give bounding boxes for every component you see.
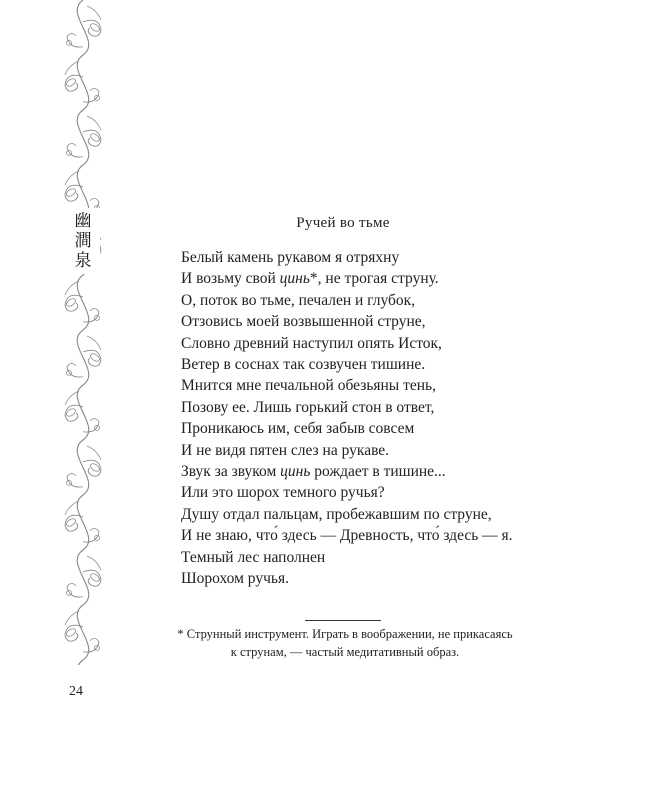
- ornament-shape: [87, 336, 101, 350]
- footnote-line-1: * Струнный инструмент. Играть в воображении, не прикасаясь: [177, 627, 513, 641]
- poem-line-8: Позову ее. Лишь горький стон в ответ,: [181, 398, 435, 416]
- ornament-shape: [77, 0, 89, 665]
- poem-line-2-pre: И возьму свой: [181, 270, 280, 288]
- title-char-2: 澗: [74, 231, 92, 251]
- ornament-shape: [87, 6, 101, 20]
- poem-line-2: [181, 268, 581, 289]
- ornament-shape: [87, 556, 101, 570]
- poem-title: Ручей во тьме: [296, 215, 390, 231]
- poem-line-5: Словно древний наступил опять Исток,: [181, 334, 442, 352]
- footnote-divider: [305, 620, 381, 621]
- footnote-line-2: к струнам, — частый медитативный образ.: [230, 645, 460, 659]
- footnote: [120, 625, 570, 661]
- poem-line-7: Мнится мне печальной обезьяны тень,: [181, 377, 436, 395]
- poem-line-11-italic: цинь: [280, 463, 311, 481]
- poem-line-11: [181, 461, 581, 482]
- ornament-shape: [87, 446, 101, 460]
- poem-line-14: И не знаю, что́ здесь — Древность, что́ здесь — я.: [181, 527, 513, 545]
- poem-line-11-pre: Звук за звуком: [181, 463, 281, 481]
- title-char-3: 泉: [74, 251, 92, 271]
- poem-line-3: О, поток во тьме, печален и глубок,: [181, 291, 416, 309]
- poem-body: [181, 247, 581, 590]
- poem-line-9: Проникаюсь им, себя забыв совсем: [181, 420, 415, 438]
- vertical-chinese-title: [66, 208, 100, 274]
- ornament-shape: [87, 116, 101, 130]
- title-char-1: 幽: [74, 211, 92, 231]
- poem-line-15: Темный лес наполнен: [181, 548, 326, 566]
- floral-ornament-border: [58, 0, 108, 665]
- poem-line-6: Ветер в соснах так созвучен тишине.: [181, 356, 426, 374]
- poem-line-16: Шорохом ручья.: [181, 570, 289, 588]
- poem-line-2-italic: цинь: [279, 270, 310, 288]
- poem-line-11-post: рождает в тишине...: [310, 463, 446, 481]
- poem-line-12: Или это шорох темного ручья?: [181, 484, 385, 502]
- poem-line-4: Отзовись моей возвышенной струне,: [181, 313, 426, 331]
- poem-line-1: Белый камень рукавом я отряхну: [181, 249, 400, 266]
- floral-vine-icon: [58, 0, 108, 665]
- poem-line-10: И не видя пятен слез на рукаве.: [181, 441, 390, 459]
- page-number: 24: [69, 684, 83, 699]
- poem-line-2-post: *, не трогая струну.: [309, 270, 439, 288]
- poem-line-13: Душу отдал пальцам, пробежавшим по струне,: [181, 505, 492, 523]
